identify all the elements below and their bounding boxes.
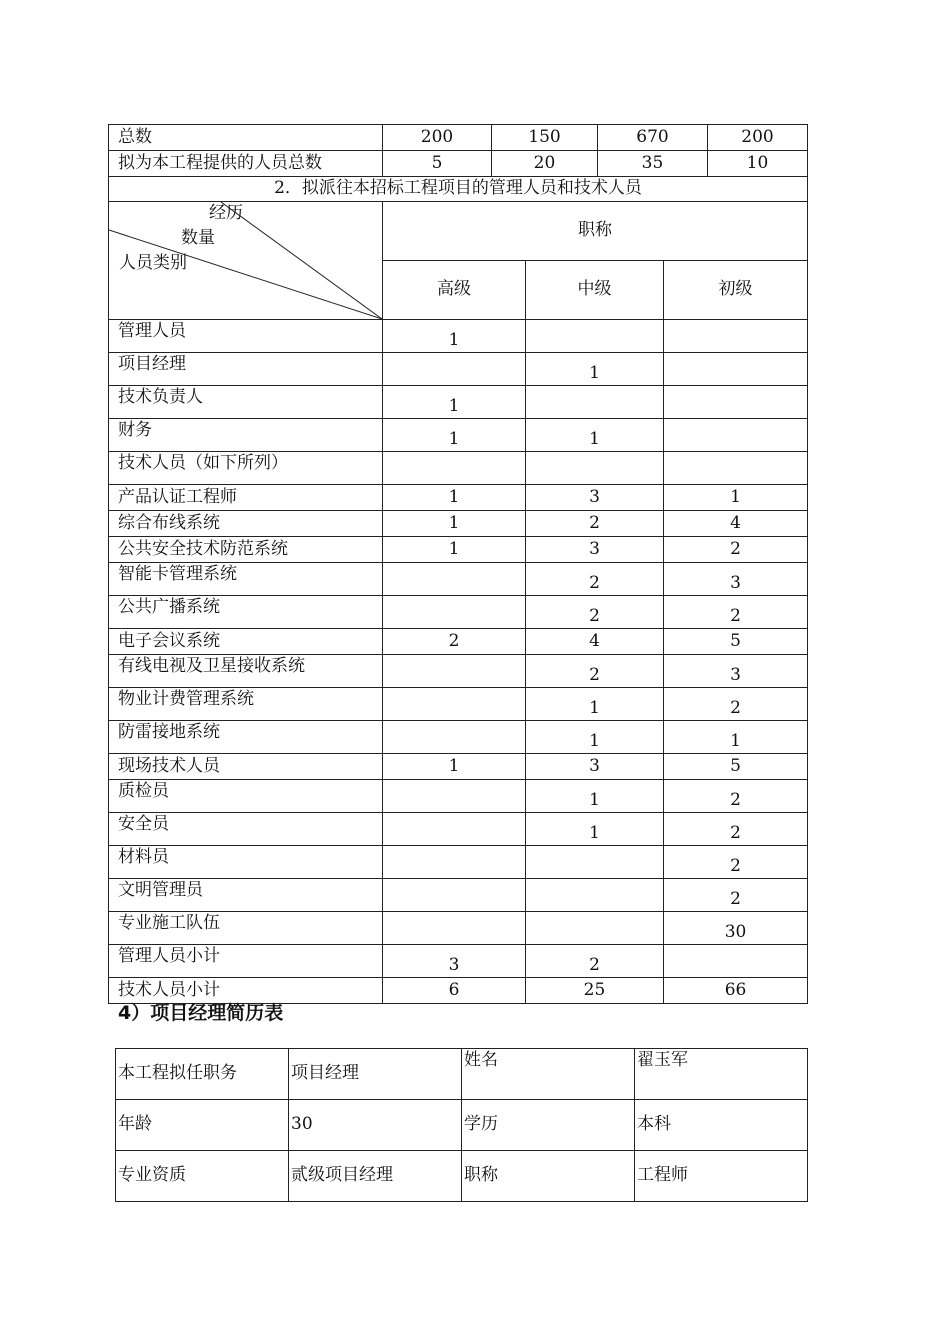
section2-title-row	[109, 177, 808, 202]
staff-category: 专业施工队伍	[109, 912, 383, 945]
senior-count	[383, 353, 526, 386]
mid-count: 1	[526, 721, 664, 754]
staff-category: 综合布线系统	[109, 511, 383, 537]
staff-row	[109, 353, 808, 386]
staff-row	[109, 945, 808, 978]
mid-count: 2	[526, 945, 664, 978]
junior-count	[664, 945, 808, 978]
senior-count: 3	[383, 945, 526, 978]
staff-category: 安全员	[109, 813, 383, 846]
staff-category: 财务	[109, 419, 383, 452]
junior-count: 2	[664, 780, 808, 813]
staff-category: 防雷接地系统	[109, 721, 383, 754]
section2-title: 2．拟派往本招标工程项目的管理人员和技术人员	[109, 177, 808, 202]
staff-body	[109, 320, 808, 1004]
resume-key: 学历	[462, 1100, 635, 1151]
senior-count: 6	[383, 978, 526, 1004]
staff-row	[109, 452, 808, 485]
staff-row	[109, 655, 808, 688]
staff-category: 材料员	[109, 846, 383, 879]
senior-count	[383, 721, 526, 754]
level-mid-header: 中级	[526, 261, 664, 320]
staff-row	[109, 596, 808, 629]
resume-value: 工程师	[635, 1151, 808, 1202]
total-value: 150	[492, 125, 598, 151]
senior-count: 1	[383, 320, 526, 353]
section4-title: 4）项目经理简历表	[118, 1002, 284, 1024]
staff-category: 管理人员小计	[109, 945, 383, 978]
resume-key: 姓名	[462, 1049, 635, 1100]
junior-count: 2	[664, 596, 808, 629]
senior-count	[383, 596, 526, 629]
mid-count	[526, 912, 664, 945]
junior-count: 5	[664, 629, 808, 655]
staff-row	[109, 419, 808, 452]
mid-count: 2	[526, 563, 664, 596]
diag-experience-label: 经历	[209, 203, 243, 223]
junior-count	[664, 419, 808, 452]
mid-count	[526, 320, 664, 353]
junior-count: 2	[664, 813, 808, 846]
senior-count: 1	[383, 754, 526, 780]
diag-category-label: 人员类别	[119, 253, 187, 273]
total-label: 总数	[109, 125, 383, 151]
senior-count	[383, 846, 526, 879]
staff-row	[109, 537, 808, 563]
resume-value: 项目经理	[289, 1049, 462, 1100]
senior-count	[383, 879, 526, 912]
staff-table	[108, 201, 808, 1004]
senior-count: 1	[383, 386, 526, 419]
staff-category: 现场技术人员	[109, 754, 383, 780]
junior-count: 1	[664, 721, 808, 754]
senior-count	[383, 563, 526, 596]
total-value: 200	[383, 125, 492, 151]
resume-row	[116, 1100, 808, 1151]
mid-count	[526, 846, 664, 879]
junior-count	[664, 386, 808, 419]
mid-count: 1	[526, 780, 664, 813]
provided-label: 拟为本工程提供的人员总数	[109, 151, 383, 177]
junior-count	[664, 353, 808, 386]
staff-row	[109, 511, 808, 537]
staff-category: 公共安全技术防范系统	[109, 537, 383, 563]
staff-category: 管理人员	[109, 320, 383, 353]
senior-count: 1	[383, 537, 526, 563]
junior-count: 1	[664, 485, 808, 511]
level-junior-header: 初级	[664, 261, 808, 320]
level-senior-header: 高级	[383, 261, 526, 320]
senior-count	[383, 655, 526, 688]
resume-value: 30	[289, 1100, 462, 1151]
junior-count: 3	[664, 563, 808, 596]
totals-row-provided	[109, 151, 808, 177]
junior-count	[664, 452, 808, 485]
junior-count: 4	[664, 511, 808, 537]
senior-count: 1	[383, 511, 526, 537]
senior-count	[383, 452, 526, 485]
senior-count: 1	[383, 419, 526, 452]
staff-category: 技术人员（如下所列）	[109, 452, 383, 485]
resume-value: 贰级项目经理	[289, 1151, 462, 1202]
mid-count: 3	[526, 754, 664, 780]
resume-key: 本工程拟任职务	[116, 1049, 289, 1100]
staff-row	[109, 780, 808, 813]
provided-value: 10	[708, 151, 808, 177]
mid-count: 1	[526, 353, 664, 386]
staff-row	[109, 485, 808, 511]
provided-value: 35	[598, 151, 708, 177]
senior-count	[383, 912, 526, 945]
total-value: 200	[708, 125, 808, 151]
resume-key: 年龄	[116, 1100, 289, 1151]
mid-count: 4	[526, 629, 664, 655]
diag-quantity-label: 数量	[181, 228, 215, 248]
junior-count: 2	[664, 879, 808, 912]
mid-count: 1	[526, 419, 664, 452]
staff-category: 产品认证工程师	[109, 485, 383, 511]
staff-category: 项目经理	[109, 353, 383, 386]
senior-count: 1	[383, 485, 526, 511]
staff-category: 智能卡管理系统	[109, 563, 383, 596]
diagonal-header-cell	[109, 202, 383, 320]
staff-row	[109, 879, 808, 912]
staff-header-row-1	[109, 202, 808, 261]
staff-row	[109, 688, 808, 721]
totals-table	[108, 124, 808, 202]
mid-count: 2	[526, 511, 664, 537]
total-value: 670	[598, 125, 708, 151]
resume-key: 职称	[462, 1151, 635, 1202]
senior-count	[383, 688, 526, 721]
senior-count	[383, 813, 526, 846]
resume-value: 本科	[635, 1100, 808, 1151]
provided-value: 5	[383, 151, 492, 177]
senior-count	[383, 780, 526, 813]
staff-category: 质检员	[109, 780, 383, 813]
mid-count	[526, 452, 664, 485]
junior-count	[664, 320, 808, 353]
mid-count: 2	[526, 596, 664, 629]
staff-row	[109, 912, 808, 945]
junior-count: 2	[664, 846, 808, 879]
mid-count	[526, 879, 664, 912]
resume-value: 翟玉军	[635, 1049, 808, 1100]
staff-category: 文明管理员	[109, 879, 383, 912]
junior-count: 30	[664, 912, 808, 945]
staff-row	[109, 563, 808, 596]
mid-count: 2	[526, 655, 664, 688]
mid-count: 3	[526, 537, 664, 563]
mid-count: 1	[526, 688, 664, 721]
provided-value: 20	[492, 151, 598, 177]
mid-count	[526, 386, 664, 419]
resume-row	[116, 1151, 808, 1202]
staff-row	[109, 813, 808, 846]
staff-row	[109, 754, 808, 780]
junior-count: 2	[664, 537, 808, 563]
totals-row-total	[109, 125, 808, 151]
staff-category: 公共广播系统	[109, 596, 383, 629]
staff-row	[109, 721, 808, 754]
staff-category: 电子会议系统	[109, 629, 383, 655]
junior-count: 66	[664, 978, 808, 1004]
junior-count: 5	[664, 754, 808, 780]
junior-count: 3	[664, 655, 808, 688]
staff-category: 有线电视及卫星接收系统	[109, 655, 383, 688]
title-header: 职称	[383, 202, 808, 261]
staff-row	[109, 629, 808, 655]
staff-row	[109, 846, 808, 879]
junior-count: 2	[664, 688, 808, 721]
staff-category: 物业计费管理系统	[109, 688, 383, 721]
mid-count: 1	[526, 813, 664, 846]
mid-count: 3	[526, 485, 664, 511]
mid-count: 25	[526, 978, 664, 1004]
staff-category: 技术人员小计	[109, 978, 383, 1004]
staff-row	[109, 386, 808, 419]
resume-row	[116, 1049, 808, 1100]
senior-count: 2	[383, 629, 526, 655]
resume-key: 专业资质	[116, 1151, 289, 1202]
resume-table	[115, 1048, 808, 1202]
staff-category: 技术负责人	[109, 386, 383, 419]
staff-row	[109, 320, 808, 353]
